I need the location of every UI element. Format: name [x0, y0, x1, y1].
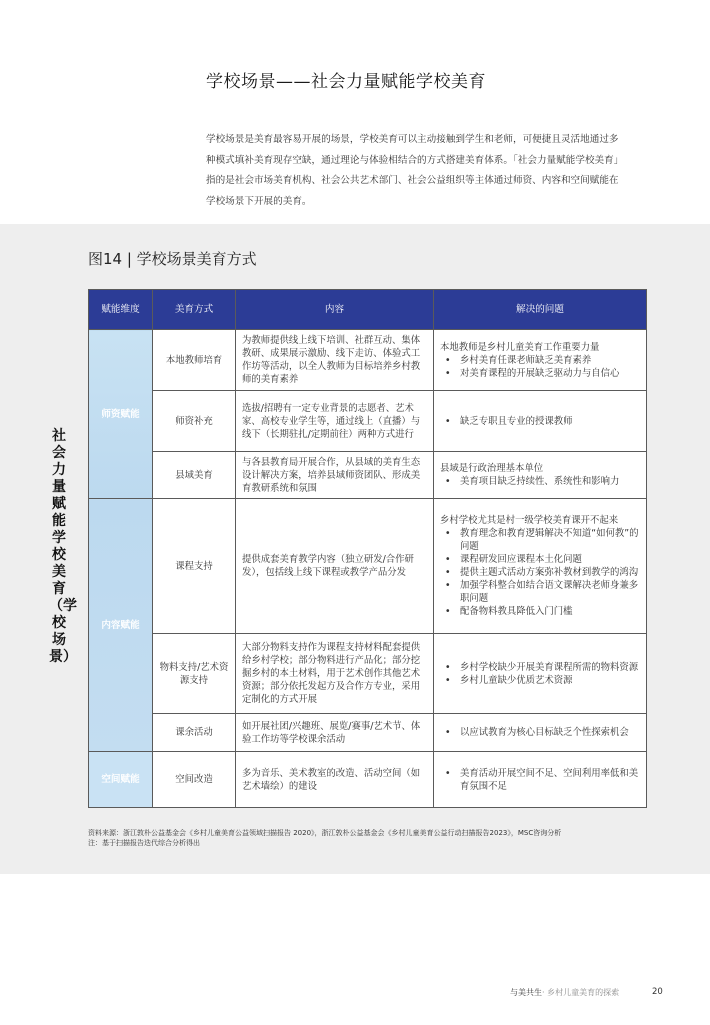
problem-lead: 本地教师是乡村儿童美育工作重要力量	[440, 341, 600, 353]
problem-list	[440, 354, 640, 380]
content-cell: 如开展社团/兴趣班、展览/赛事/艺术节、体验工作坊等学校课余活动	[236, 714, 434, 752]
table-row	[89, 752, 647, 808]
problem-cell	[434, 330, 647, 391]
content-cell: 与各县教育局开展合作，从县域的美育生态设计解决方案，培养县域师资团队、形成美育教研系统和氛围	[236, 452, 434, 499]
table-row	[89, 391, 647, 452]
problem-cell	[434, 634, 647, 714]
problem-item: • 配备物料教具降低入门门槛	[440, 605, 640, 618]
content-cell: 多为音乐、美术教室的改造、活动空间（如艺术墙绘）的建设	[236, 752, 434, 808]
problem-cell	[434, 714, 647, 752]
problem-list	[440, 726, 640, 739]
content-cell: 为教师提供线上线下培训、社群互动、集体教研、成果展示激励、线下走访、体验式工作坊等活动，以全人教师为目标培养乡村教师的美育素养	[236, 330, 434, 391]
header-method: 美育方式	[153, 290, 236, 330]
problem-item: • 缺乏专职且专业的授课教师	[440, 415, 640, 428]
header-content: 内容	[236, 290, 434, 330]
table-header-row	[89, 290, 647, 330]
method-cell: 空间改造	[153, 752, 236, 808]
problem-item: • 教育理念和教育逻辑解决不知道“如何教”的问题	[440, 527, 640, 553]
header-problem: 解决的问题	[434, 290, 647, 330]
problem-item: • 乡村学校缺少开展美育课程所需的物料资源	[440, 661, 640, 674]
source-line: 资料来源：浙江敦朴公益基金会《乡村儿童美育公益领域扫描报告 2020》，浙江敦朴公益基金会《乡村儿童美育公益行动扫描报告2023》，MSC咨询分析	[88, 829, 562, 837]
intro-line: 种模式填补美育现存空缺，通过理论与体验相结合的方式搭建美育体系。「社会力量赋能学校美育」	[206, 154, 624, 166]
problem-item: • 以应试教育为核心目标缺乏个性探索机会	[440, 726, 640, 739]
problem-item: • 对美育课程的开展缺乏驱动力与自信心	[440, 367, 640, 380]
intro-paragraph	[206, 130, 674, 212]
figure-title: 图14 | 学校场景美育方式	[88, 250, 257, 268]
page-number: 20	[652, 987, 663, 997]
header-dimension: 赋能维度	[89, 290, 153, 330]
problem-lead: 乡村学校尤其是村一级学校美育课开不起来	[440, 515, 619, 526]
side-vertical-title: 社会力量赋能学校美育（学校场景）	[49, 428, 77, 665]
intro-line: 学校场景是美育最容易开展的场景，学校美育可以主动接触到学生和老师，可便捷且灵活地通过多	[206, 134, 619, 145]
table-row	[89, 499, 647, 634]
method-cell: 课程支持	[153, 499, 236, 634]
problem-cell	[434, 752, 647, 808]
problem-item: • 乡村美育任课老师缺乏美育素养	[440, 354, 640, 367]
problem-list	[440, 475, 640, 488]
problem-cell	[434, 499, 647, 634]
page-title: 学校场景——社会力量赋能学校美育	[206, 72, 486, 92]
footer-subtitle: · 乡村儿童美育的探索	[542, 988, 620, 997]
content-cell: 大部分物料支持作为课程支持材料配套提供给乡村学校；部分物料进行产品化；部分挖掘乡村的本土材料，用于艺术创作其他艺术资源；部分依托发起方及合作方专业，采用定制化的方式开展	[236, 634, 434, 714]
table-row	[89, 634, 647, 714]
problem-list	[440, 527, 640, 618]
intro-line: 学校场景下开展的美育。	[206, 195, 312, 207]
method-cell: 物料支持/艺术资源支持	[153, 634, 236, 714]
group-teacher: 师资赋能	[89, 330, 153, 499]
problem-item: • 乡村儿童缺少优质艺术资源	[440, 674, 640, 687]
note-line: 注：基于扫描报告迭代综合分析得出	[88, 839, 200, 847]
problem-lead: 县域是行政治理基本单位	[440, 463, 544, 474]
table-row	[89, 330, 647, 391]
table-row	[89, 452, 647, 499]
methods-table	[88, 289, 647, 808]
footer-title	[510, 987, 619, 998]
problem-list	[440, 661, 640, 687]
content-cell: 提供成套美育教学内容（独立研发/合作研发），包括线上线下课程或教学产品分发	[236, 499, 434, 634]
content-cell: 选拔/招聘有一定专业背景的志愿者、艺术家、高校专业学生等，通过线上（直播）与线下（长期驻扎/定期前往）两种方式进行	[236, 391, 434, 452]
problem-item: • 美育活动开展空间不足、空间利用率低和美育氛围不足	[440, 767, 640, 793]
problem-item: • 加强学科整合如结合语文课解决老师身兼多职问题	[440, 579, 640, 605]
method-cell: 县域美育	[153, 452, 236, 499]
table-row	[89, 714, 647, 752]
problem-list	[440, 415, 640, 428]
intro-line: 指的是社会市场美育机构、社会公共艺术部门、社会公益组织等主体通过师资、内容和空间赋能在	[206, 175, 619, 186]
method-cell: 本地教师培育	[153, 330, 236, 391]
problem-list	[440, 767, 640, 793]
problem-item: • 课程研发回应课程本土化问题	[440, 553, 640, 566]
problem-item: • 提供主题式活动方案弥补教材到教学的鸿沟	[440, 566, 640, 579]
method-cell: 师资补充	[153, 391, 236, 452]
footer-brand: 与美共生	[510, 988, 542, 997]
problem-cell	[434, 391, 647, 452]
group-content: 内容赋能	[89, 499, 153, 752]
problem-cell	[434, 452, 647, 499]
group-space: 空间赋能	[89, 752, 153, 808]
source-notes	[88, 828, 561, 848]
method-cell: 课余活动	[153, 714, 236, 752]
problem-item: • 美育项目缺乏持续性、系统性和影响力	[440, 475, 640, 488]
